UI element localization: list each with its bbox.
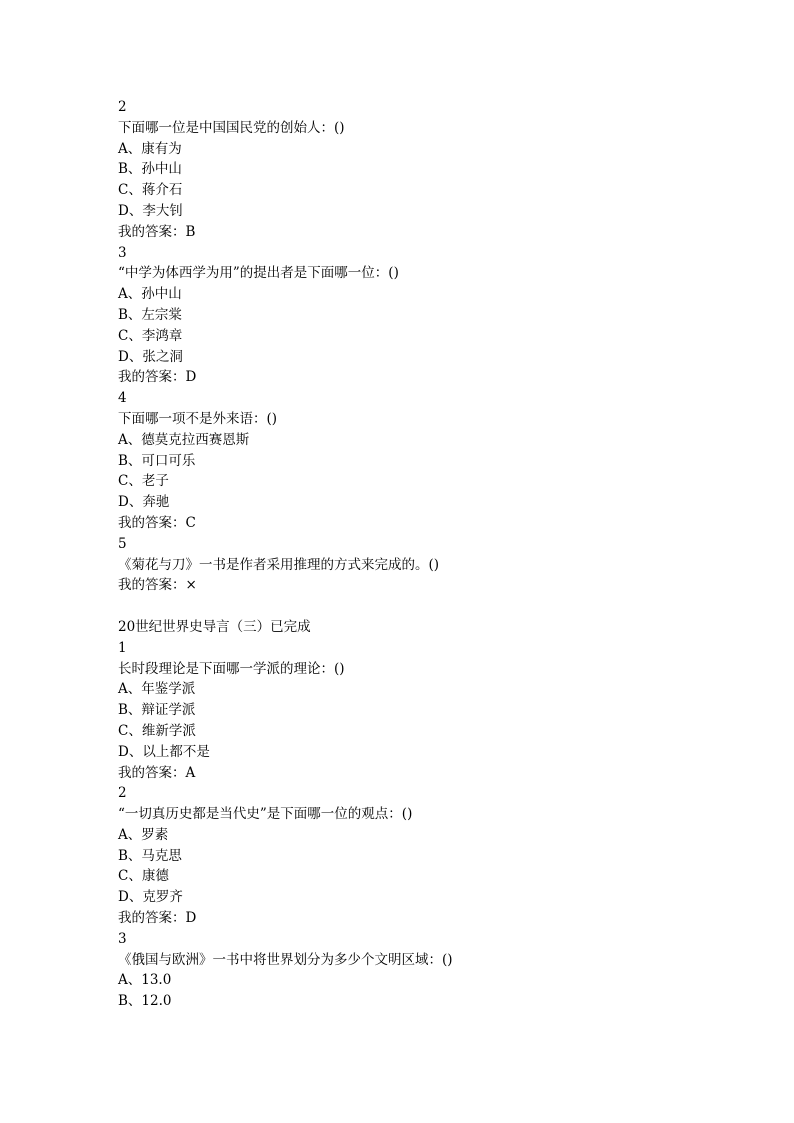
option-d: D、张之洞 [118, 348, 183, 365]
my-answer: 我的答案：B [118, 223, 196, 240]
option-b: B、可口可乐 [118, 452, 196, 469]
question-number: 5 [118, 535, 127, 552]
option-c: C、蒋介石 [118, 182, 183, 199]
my-answer: 我的答案：D [118, 910, 197, 927]
question-number: 3 [118, 244, 127, 261]
section-heading: 20世纪世界史导言（三）已完成 [118, 618, 311, 635]
my-answer: 我的答案：A [118, 764, 196, 781]
option-c: C、维新学派 [118, 722, 196, 739]
option-b: B、辩证学派 [118, 702, 196, 719]
option-d: D、以上都不是 [118, 743, 210, 760]
question-number: 2 [118, 99, 127, 115]
option-c: C、康德 [118, 868, 169, 885]
option-d: D、奔驰 [118, 494, 170, 511]
option-d: D、李大钊 [118, 202, 183, 219]
my-answer: 我的答案：D [118, 369, 197, 386]
question-number: 4 [118, 390, 127, 407]
option-a: A、年鉴学派 [118, 681, 196, 698]
question-text: “中学为体西学为用”的提出者是下面哪一位：() [118, 265, 399, 282]
question-number: 2 [118, 785, 127, 802]
option-b: B、左宗棠 [118, 306, 182, 323]
my-answer: 我的答案：C [118, 514, 196, 531]
question-number: 3 [118, 930, 127, 947]
option-a: A、孙中山 [118, 286, 182, 303]
option-b: B、孙中山 [118, 161, 182, 178]
question-number: 1 [118, 639, 127, 656]
document-page [118, 97, 738, 1012]
question-text: 《俄国与欧洲》一书中将世界划分为多少个文明区域：() [118, 951, 453, 968]
option-a: A、13.0 [118, 972, 172, 989]
question-text: 下面哪一位是中国国民党的创始人：() [118, 119, 345, 136]
option-c: C、李鸿章 [118, 327, 183, 344]
question-text: “一切真历史都是当代史”是下面哪一位的观点：() [118, 806, 413, 823]
option-a: A、德莫克拉西赛恩斯 [118, 431, 250, 448]
option-c: C、老子 [118, 473, 169, 490]
my-answer: 我的答案：× [118, 577, 197, 594]
question-text: 《菊花与刀》一书是作者采用推理的方式来完成的。() [118, 556, 440, 573]
option-b: B、12.0 [118, 993, 172, 1010]
option-d: D、克罗齐 [118, 889, 183, 906]
section-gap [118, 596, 738, 617]
question-text: 下面哪一项不是外来语：() [118, 410, 278, 427]
option-a: A、罗素 [118, 826, 169, 843]
question-text: 长时段理论是下面哪一学派的理论：() [118, 660, 345, 677]
option-b: B、马克思 [118, 847, 182, 864]
option-a: A、康有为 [118, 140, 182, 157]
